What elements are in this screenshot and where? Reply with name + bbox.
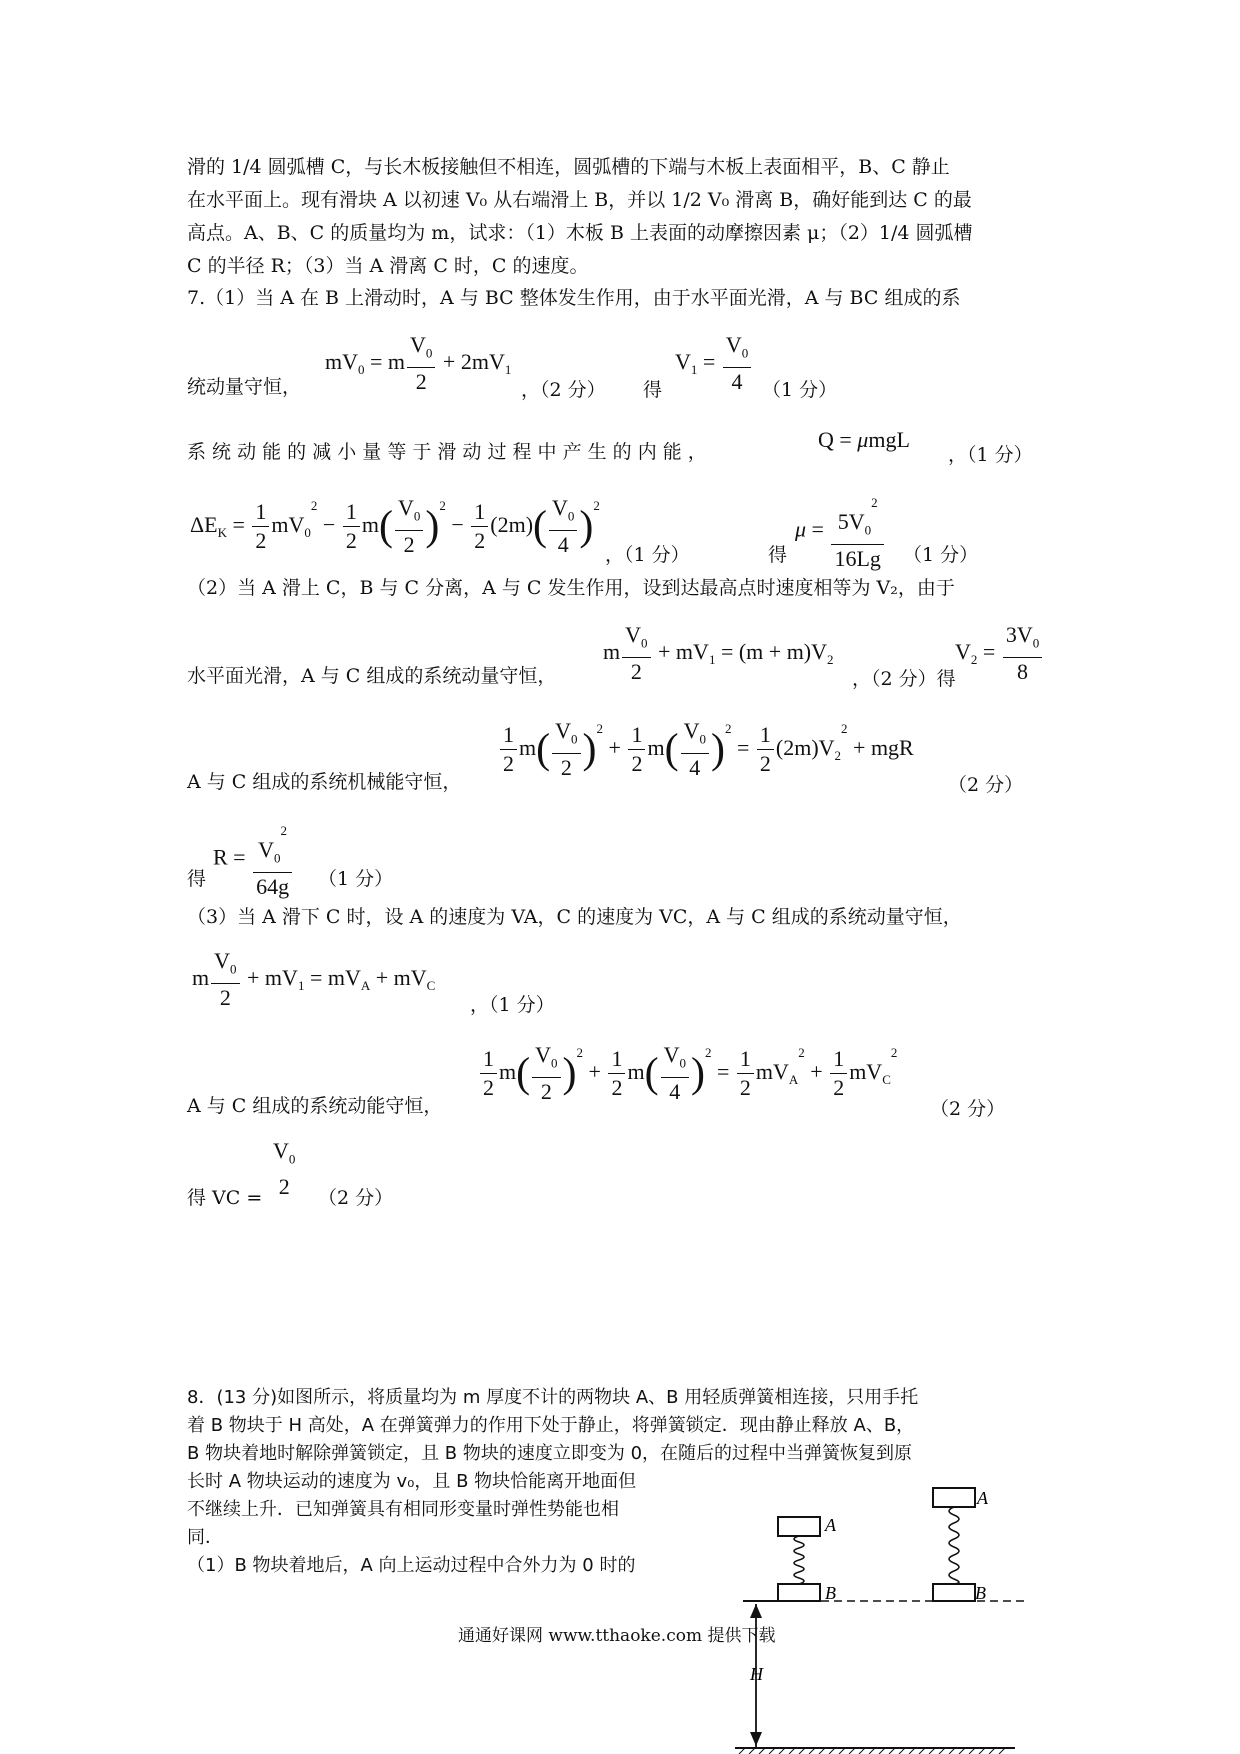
p7-part1-text: 统动量守恒， [187, 376, 302, 398]
score-label: （1 分） [318, 868, 394, 890]
score-label: ，（1 分） [470, 994, 555, 1016]
p7-energy-text: 系 统 动 能 的 减 小 量 等 于 滑 动 过 程 中 产 生 的 内 能 ， [187, 441, 707, 463]
block-b-left [778, 1584, 820, 1601]
block-b-right [933, 1584, 975, 1601]
v2-result: $V_2$ = $\frac{3V_0}{8}$ [955, 622, 1044, 685]
p8-line-3: B 物块着地时解除弹簧锁定，且 B 物块的速度立即变为 0，在随后的过程中当弹簧恢复到原 [187, 1443, 913, 1464]
mechanical-energy-equation: $\frac{1}{2}$ m( $\frac{V_0}{2}$ )$^2$ + $\frac{1}{2}$ m( $\frac{V_0}{4}$ )$^2$ = $\frac{1}{2}$ $(2m)V_2^2$ + mgR [498, 718, 914, 781]
score-label: （2 分） [930, 1098, 1006, 1120]
de-label: 得 [187, 868, 207, 890]
label-a-right: A [977, 1488, 988, 1508]
label-h: H [750, 1664, 763, 1684]
p8-line-2: 着 B 物块于 H 高处，A 在弹簧弹力的作用下处于静止，将弹簧锁定．现由静止释放 A、B， [187, 1415, 915, 1436]
score-label: （1 分） [762, 379, 838, 401]
momentum-equation-2: m $\frac{V_0}{2}$ + $mV_1 = (m + m)V_2$ [603, 622, 834, 685]
kinetic-energy-loss-equation: $\Delta E_K$ = $\frac{1}{2}$ $mV_0^2$ − $\frac{1}{2}$ m( $\frac{V_0}{2}$ )$^2$ − $\frac{1}{2}$ (2m)( $\frac{V_0}{4}$ )$^2$ [190, 495, 600, 558]
p7-mechanical-energy-text: A 与 C 组成的系统机械能守恒， [187, 771, 462, 793]
label-a-left: A [825, 1515, 836, 1535]
p7-intro-line-1: 滑的 1/4 圆弧槽 C，与长木板接触但不相连，圆弧槽的下端与木板上表面相平，B、C 静止 [187, 156, 950, 178]
label-b-right: B [975, 1583, 986, 1603]
vc-label: 得 VC = [187, 1187, 263, 1209]
p8-line-1: 8．(13 分)如图所示，将质量均为 m 厚度不计的两物块 A、B 用轻质弹簧相连接，只用手托 [187, 1387, 919, 1408]
momentum-equation-3: m $\frac{V_0}{2}$ + $mV_1 = mV_A + mV_C$ [192, 948, 436, 1011]
p7-kinetic-energy-text: A 与 C 组成的系统动能守恒， [187, 1095, 443, 1117]
p7-intro-line-4: C 的半径 R；（3）当 A 滑离 C 时，C 的速度。 [187, 255, 589, 277]
p7-part1-heading: 7.（1）当 A 在 B 上滑动时，A 与 BC 整体发生作用，由于水平面光滑，A 与 BC 组成的系 [187, 287, 961, 309]
spring-compressed [794, 1536, 804, 1584]
p7-intro-line-2: 在水平面上。现有滑块 A 以初速 V₀ 从右端滑上 B，并以 1/2 V₀ 滑离 B，确好能到达 C 的最 [187, 189, 972, 211]
p8-line-4: 长时 A 物块运动的速度为 v₀，且 B 物块恰能离开地面但 [187, 1471, 637, 1492]
score-label: （2 分） [948, 774, 1024, 796]
score-label: ，（1 分） [605, 544, 690, 566]
score-label: （1 分） [903, 544, 979, 566]
p7-intro-line-3: 高点。A、B、C 的质量均为 m，试求：（1）木板 B 上表面的动摩擦因素 μ；（2）1/4 圆弧槽 [187, 222, 973, 244]
spring-block-figure [725, 1480, 1045, 1754]
height-arrow-down [750, 1732, 762, 1746]
spring-stretched [949, 1507, 959, 1584]
p7-part2-heading: （2）当 A 滑上 C，B 与 C 分离，A 与 C 发生作用，设到达最高点时速度相等为 V₂，由于 [187, 577, 955, 599]
vc-result: $V_0$ 2 [273, 1138, 296, 1200]
score-label: ，（2 分）得 [852, 668, 956, 690]
heat-equation: Q = μmgL [818, 427, 910, 452]
de-label: 得 [643, 379, 663, 401]
block-a-right [933, 1488, 975, 1507]
label-b-left: B [825, 1583, 836, 1603]
p7-part3-heading: （3）当 A 滑下 C 时，设 A 的速度为 VA，C 的速度为 VC，A 与 C 组成的系统动量守恒， [187, 906, 962, 928]
p7-part2-text: 水平面光滑，A 与 C 组成的系统动量守恒， [187, 665, 557, 687]
v1-result: $V_1$ = $\frac{V_0}{4}$ [675, 332, 753, 395]
score-label: ，（2 分） [521, 379, 606, 401]
p8-line-7: （1）B 物块着地后，A 向上运动过程中合外力为 0 时的 [187, 1555, 636, 1576]
kinetic-energy-equation: $\frac{1}{2}$ m( $\frac{V_0}{2}$ )$^2$ + $\frac{1}{2}$ m( $\frac{V_0}{4}$ )$^2$ = $\frac{1}{2}$ $mV_A^2$ + $\frac{1}{2}$ $mV_C^2$ [478, 1042, 897, 1105]
score-label: （2 分） [318, 1187, 394, 1209]
footer-source: 通通好课网 www.tthaoke.com 提供下载 [458, 1626, 776, 1646]
p8-line-5: 不继续上升．已知弹簧具有相同形变量时弹性势能也相 [187, 1499, 619, 1520]
score-label: ，（1 分） [948, 444, 1033, 466]
mu-result: μ = $\frac{5V_0^2}{16Lg}$ [795, 490, 886, 572]
block-a-left [778, 1517, 820, 1536]
r-result: R = $\frac{V_0^2}{64g}$ [213, 818, 294, 900]
momentum-equation-1: $mV_0 = m$ $\frac{V_0}{2}$ + $2mV_1$ [325, 332, 512, 395]
height-arrow-up [750, 1604, 762, 1618]
de-label: 得 [768, 544, 788, 566]
p8-line-6: 同． [187, 1527, 223, 1548]
